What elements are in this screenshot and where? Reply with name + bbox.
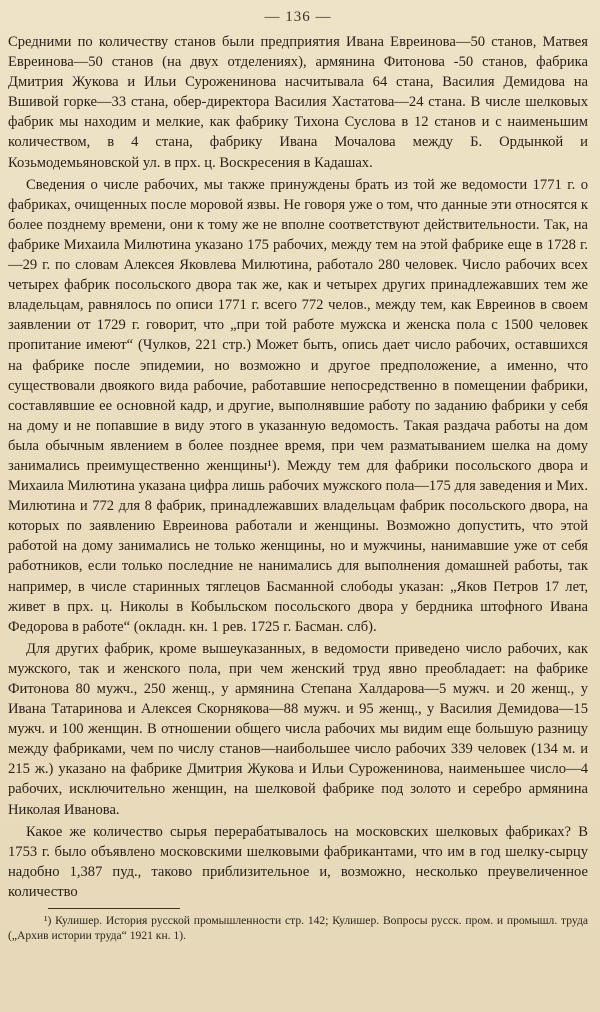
paragraph-4: Какое же количество сырья перерабатывалось на московских шелковых фабриках? В 1753 г. было объявлено московскими шелковыми фабрикантами, что им в год шелку-сырцу надобно 1,387 пуд., таково приблизительное и, возможно, несколько преувеличенное количество xyxy=(8,823,588,900)
footnote-text: ¹) Кулишер. История русской промышленности стр. 142; Кулишер. Вопросы русск. пром. и промышл. труда („Архив истории труда“ 1921 кн. 1). xyxy=(8,914,588,943)
footnote xyxy=(8,913,588,943)
footnote-divider xyxy=(48,908,180,909)
page-number: — 136 — xyxy=(264,9,332,25)
paragraph-2: Сведения о числе рабочих, мы также принуждены брать из той же ведомости 1771 г. о фабриках, очищенных после моровой язвы. Не говоря уже о том, что данные эти относятся к более позднему времени, они к тому же не вполне соответствуют действительности. Так, на фабрике Михаила Милютина указано 175 рабочих, между тем на этой фабрике еще в 1728 г.—29 г. по словам Алексея Яковлева Милютина, работало 280 человек. Число рабочих всех четырех фабрик посольского двора так же, как и четырех других принадлежавших тем же владельцам, равнялось по описи 1771 г. всего 772 челов., между тем, как Евреинов в своем заявлении от 1729 г. говорит, что „при той работе мужска и женска пола с 1500 человек пропитание имеют“ (Чулков, 221 стр.) Может быть, опись дает число рабочих, оставшихся на фабрике после эпидемии, но возможно и другое предположение, а именно, что существовали двоякого вида рабочие, работавшие непосредственно в помещении фабрики, составлявшие ее основной кадр, и другие, выполнявшие работу по заданию фабрики у себя на дому и не попавшие в виду этого в указанную ведомость. Такая раздача работы на дом была обычным явлением в более позднее время, при чем разматыванием шелка на дому занимались преимущественно женщины¹). Между тем для фабрики посольского двора и Михаила Милютина указана цифра лишь рабочих мужского пола—175 для заведения и Мих. Милютина и 772 для 8 фабрик, принадлежавших владельцам фабрик посольского двора, на которых по заявлению Евреинова работали и женщины. Возможно допустить, что этой работой на дому занимались не только женщины, но и мужчины, нанимавшие уже от себя работников, если только последние не нанимались для выполнения домашней работы, так например, в числе старинных тяглецов Басманной слободы указан: „Яков Петров 17 лет, живет в прх. ц. Николы в Кобыльском посольского двора у бердника штофного Ивана Федорова в работе“ (окладн. кн. 1 рев. 1725 г. Басман. слб). xyxy=(8,176,588,635)
main-text xyxy=(8,32,588,902)
paragraph-1: Средними по количеству станов были предприятия Ивана Евреинова—50 станов, Матвея Евреинова—50 станов (на двух отделениях), армянина Фитонова -50 станов, фабрика Дмитрия Жукова и Ильи Суроженинова насчитывала 64 стана, Василия Демидова на Вшивой горке—33 стана, обер-директора Василия Хастатова—24 стана. В числе шелковых фабрик мы находим и мелкие, как фабрику Тихона Суслова в 12 станов и с наименьшим количеством, в 4 стана, фабрику Ивана Мочалова между Б. Ордынкой и Козьмодемьяновской ул. в прх. ц. Воскресения в Кадашах. xyxy=(8,34,588,171)
paragraph-3: Для других фабрик, кроме вышеуказанных, в ведомости приведено число рабочих, как мужского, так и женского пола, при чем женский труд явно преобладает: на фабрике Фитонова 80 мужч., 250 женщ., у армянина Степана Халдарова—5 мужч. и 20 женщ., у Ивана Татаринова и Алексея Скорнякова—88 мужч. и 95 женщ., у Василия Демидова—15 мужч. и 100 женщин. В отношении общего числа рабочих мы видим еще большую разницу между фабриками, чем по числу станов—наибольшее число рабочих 339 человек (134 м. и 215 ж.) указано на фабрике Дмитрия Жукова и Ильи Суроженинова, наименьшее число—4 рабочих, исключительно женщин, на шелковой фабрике под золото и серебро армянина Николая Иванова. xyxy=(8,640,588,818)
